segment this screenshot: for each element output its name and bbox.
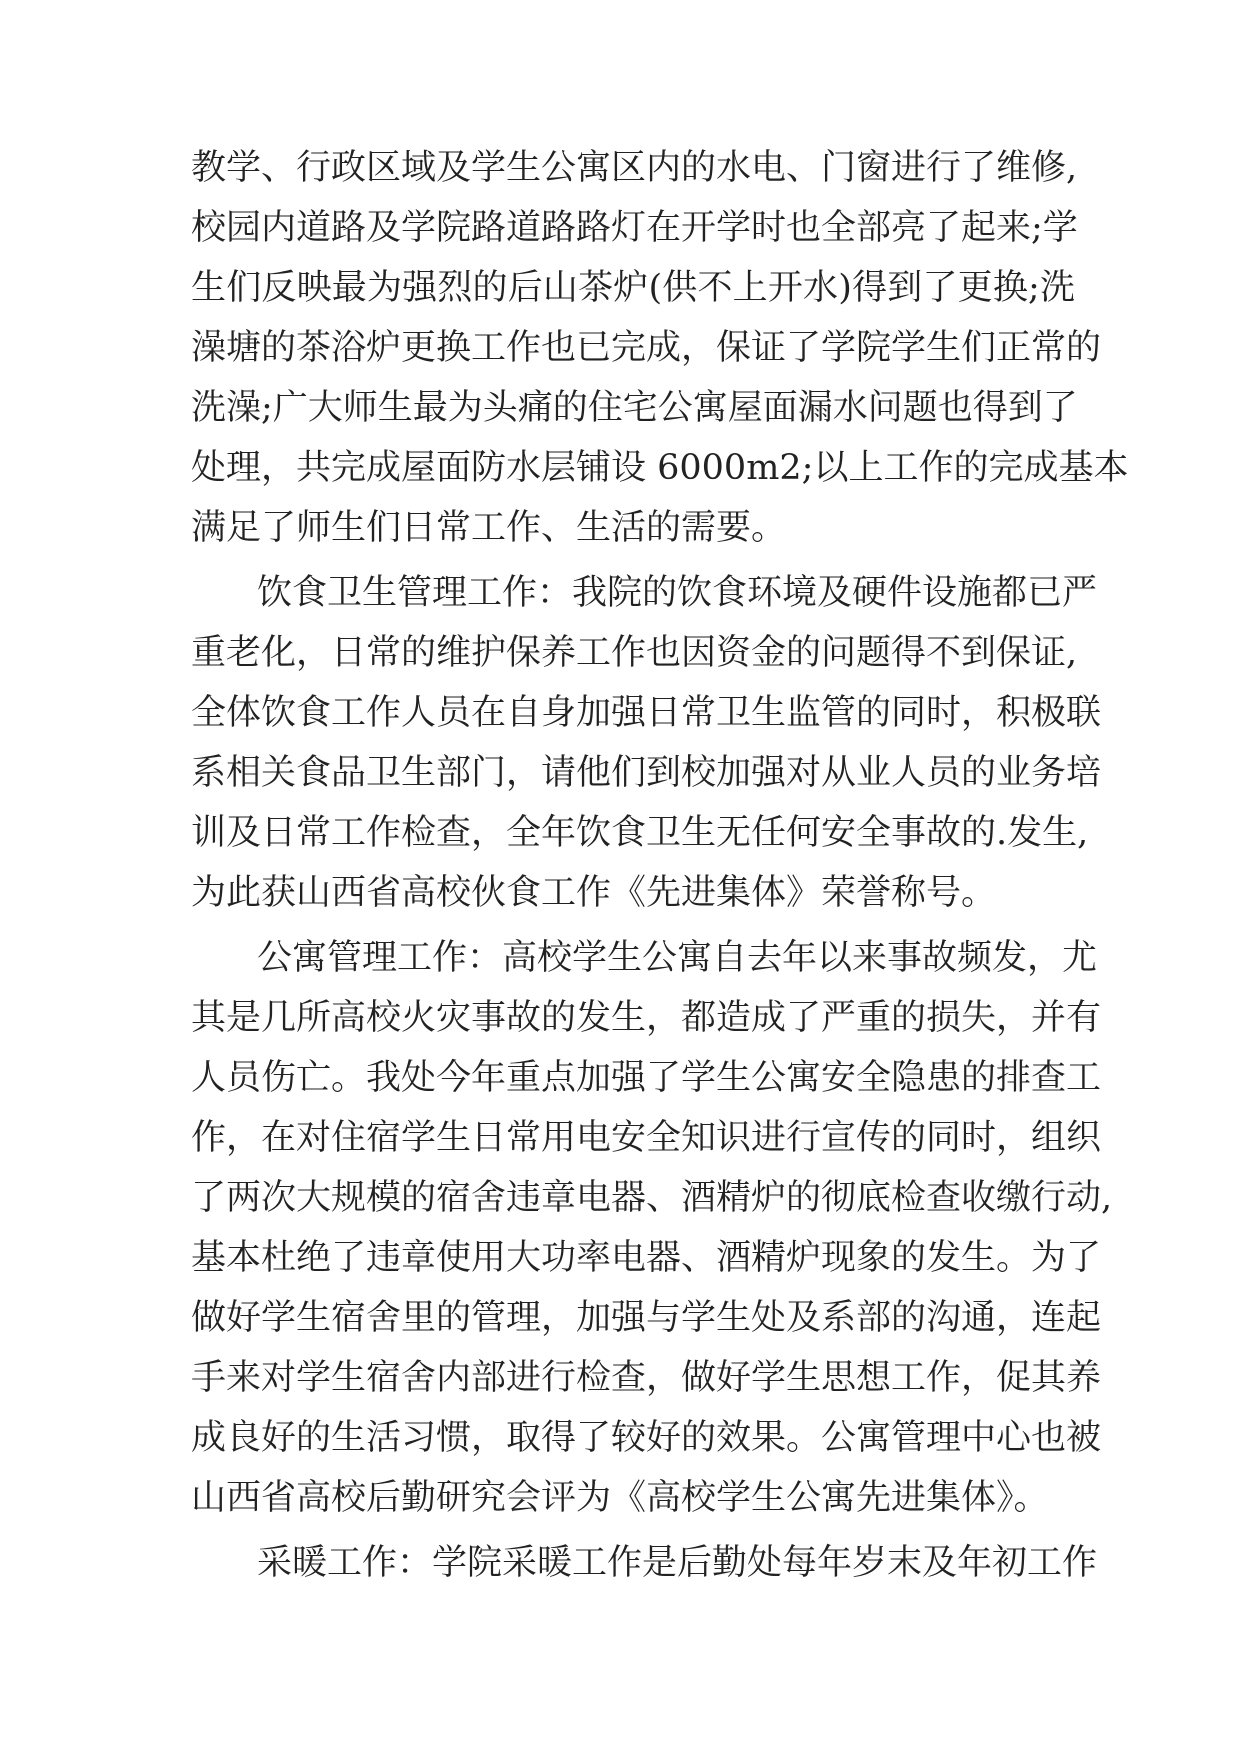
text-line: 训及日常工作检查，全年饮食卫生无任何安全事故的.发生, [191, 813, 1089, 853]
text-line: 重老化，日常的维护保养工作也因资金的问题得不到保证, [191, 633, 1078, 673]
text-line: 全体饮食工作人员在自身加强日常卫生监管的同时，积极联 [191, 693, 1102, 733]
text-line: 处理，共完成屋面防水层铺设 6000m2;以上工作的完成基本 [191, 448, 1129, 488]
text-line: 校园内道路及学院路道路路灯在开学时也全部亮了起来;学 [191, 208, 1078, 248]
text-line: 了两次大规模的宿舍违章电器、酒精炉的彻底检查收缴行动, [191, 1178, 1113, 1218]
text-line: 作，在对住宿学生日常用电安全知识进行宣传的同时，组织 [191, 1118, 1102, 1158]
text-line: 山西省高校后勤研究会评为《高校学生公寓先进集体》。 [191, 1478, 1049, 1518]
text-line: 其是几所高校火灾事故的发生，都造成了严重的损失，并有 [191, 998, 1102, 1038]
text-line: 为此获山西省高校伙食工作《先进集体》荣誉称号。 [191, 873, 997, 913]
text-line: 生们反映最为强烈的后山茶炉(供不上开水)得到了更换;洗 [191, 268, 1075, 308]
text-line: 澡塘的茶浴炉更换工作也已完成，保证了学院学生们正常的 [191, 328, 1102, 368]
paragraph-first-line: 采暖工作：学院采暖工作是后勤处每年岁末及年初工作 [257, 1543, 1098, 1583]
text-line: 人员伤亡。我处今年重点加强了学生公寓安全隐患的排查工 [191, 1058, 1102, 1098]
text-line: 做好学生宿舍里的管理，加强与学生处及系部的沟通，连起 [191, 1298, 1102, 1338]
paragraph-first-line: 饮食卫生管理工作：我院的饮食环境及硬件设施都已严 [257, 573, 1098, 613]
text-line: 基本杜绝了违章使用大功率电器、酒精炉现象的发生。为了 [191, 1238, 1102, 1278]
text-line: 手来对学生宿舍内部进行检查，做好学生思想工作，促其养 [191, 1358, 1102, 1398]
text-line: 满足了师生们日常工作、生活的需要。 [191, 508, 787, 548]
text-line: 成良好的生活习惯，取得了较好的效果。公寓管理中心也被 [191, 1418, 1102, 1458]
paragraph-first-line: 公寓管理工作：高校学生公寓自去年以来事故频发，尤 [257, 938, 1098, 978]
text-line: 系相关食品卫生部门，请他们到校加强对从业人员的业务培 [191, 753, 1102, 793]
text-line: 洗澡;广大师生最为头痛的住宅公寓屋面漏水问题也得到了 [191, 388, 1078, 428]
text-line: 教学、行政区域及学生公寓区内的水电、门窗进行了维修, [191, 148, 1078, 188]
